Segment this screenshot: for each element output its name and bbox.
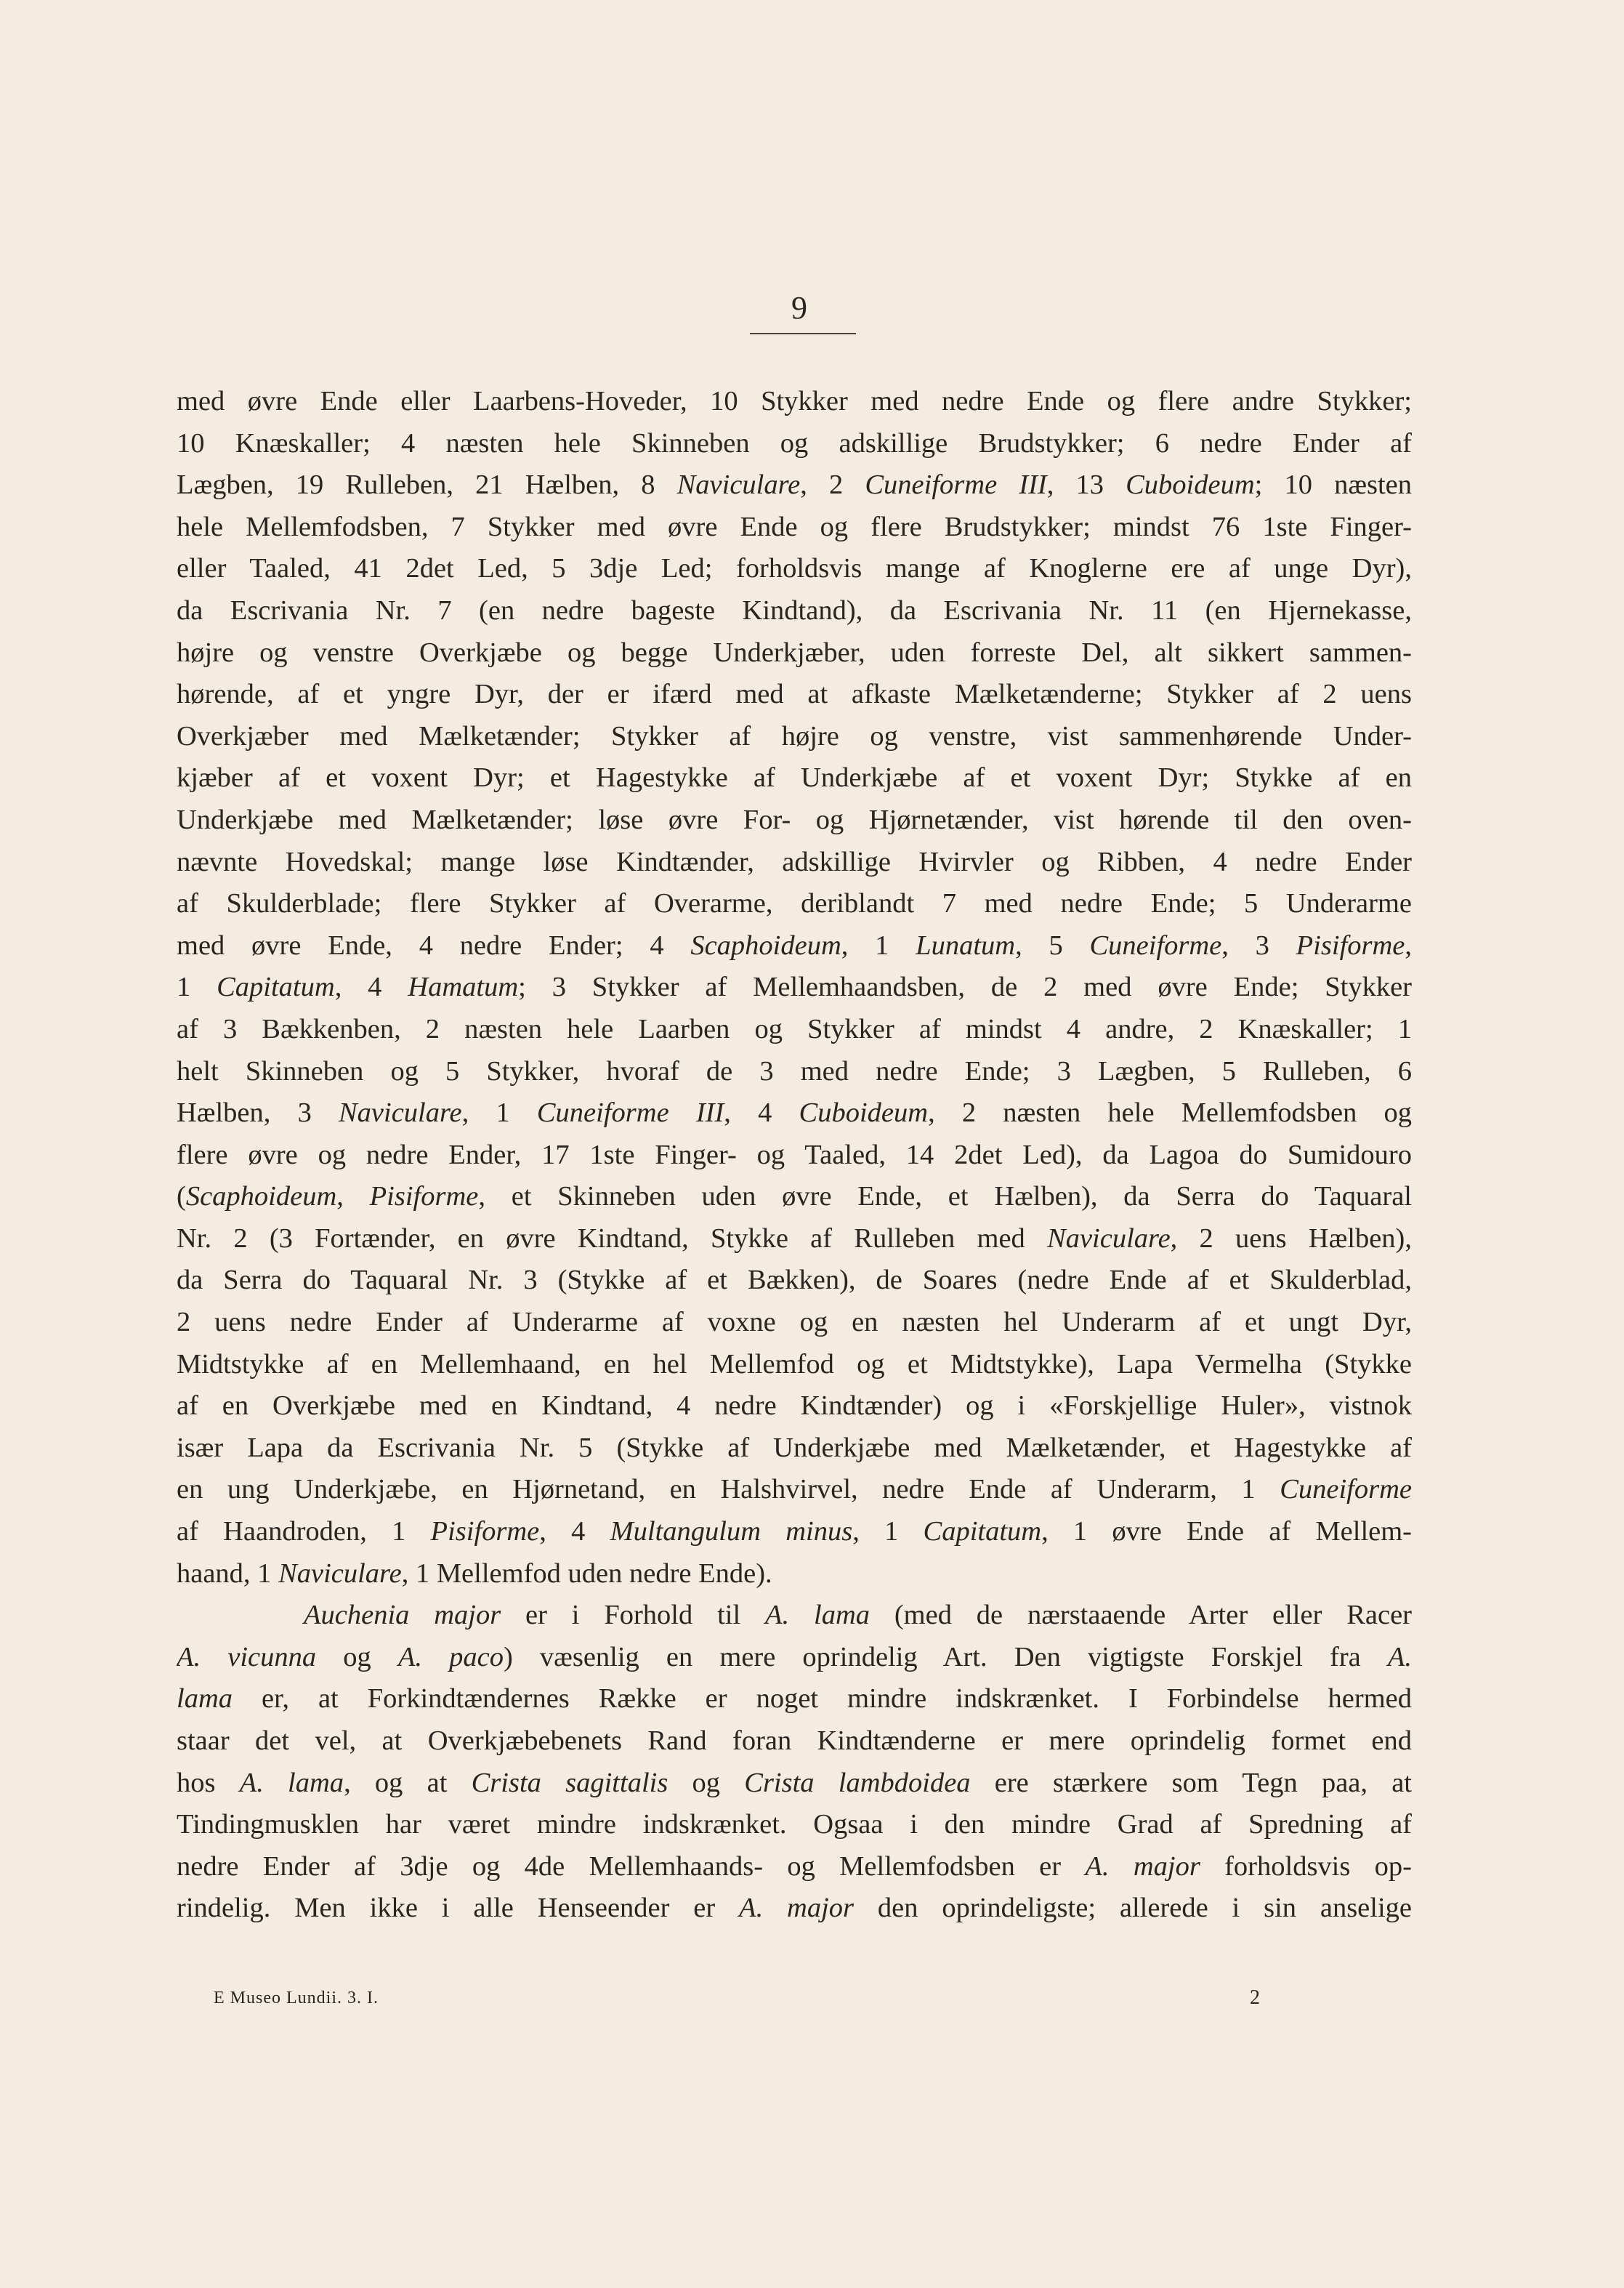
italic-term: A. [1387,1641,1412,1672]
text-segment: hos [177,1767,240,1798]
text-line [177,381,1412,423]
italic-term: A. paco [397,1641,504,1672]
text-line [177,883,1412,925]
text-segment: , 2 næsten hele Mellemfodsben og [928,1097,1412,1129]
text-segment: (med de nærstaaende Arter eller Racer [870,1600,1412,1631]
text-line [177,1092,1412,1135]
text-line [177,1553,1412,1595]
printer-signature: E Museo Lundii. 3. I. [214,1989,379,2007]
text-segment: nævnte Hovedskal; mange løse Kindtænder, adskillige Hvirvler og Ribben, 4 nedre Ender [177,846,1412,877]
text-line [177,1804,1412,1846]
text-line [177,716,1412,758]
text-segment: 10 Knæskaller; 4 næsten hele Skinneben og adskillige Brudstykker; 6 nedre Ender af [177,427,1412,459]
italic-term: Cuboideum [799,1097,929,1129]
text-segment: , 4 [724,1097,799,1129]
text-line [177,925,1412,967]
text-segment: og [316,1641,398,1672]
text-segment: , 4 [334,972,408,1003]
italic-term: Lunatum [916,930,1016,961]
sheet-number: 2 [1250,1986,1260,2009]
text-segment: den oprindeligste; allerede i sin anselige [854,1893,1412,1924]
text-segment: højre og venstre Overkjæbe og begge Underkjæber, uden forreste Del, alt sikkert sammen- [177,637,1412,668]
text-segment: , [1405,930,1412,961]
italic-term: A. lama [239,1767,344,1798]
text-line [177,464,1412,507]
italic-term: lama [177,1683,233,1715]
text-segment: 1 [177,972,217,1003]
text-line [177,1427,1412,1470]
text-segment: 2 uens nedre Ender af Underarme af voxne og en næsten hel Underarm af et ungt Dyr, [177,1307,1412,1338]
text-line [177,1469,1412,1511]
text-segment: er, at Forkindtændernes Række er noget mindre indskrænket. I Forbindelse hermed [233,1683,1412,1715]
text-segment: ; 10 næsten [1254,470,1412,501]
text-segment: kjæber af et voxent Dyr; et Hagestykke af Underkjæbe af et voxent Dyr; Stykke af en [177,762,1412,794]
text-segment: rindelig. Men ikke i alle Henseender er [177,1893,740,1924]
text-line [177,757,1412,799]
text-line [177,507,1412,549]
text-line [177,1511,1412,1553]
text-line [177,799,1412,842]
text-segment: af Skulderblade; flere Stykker af Overarme, deriblandt 7 med nedre Ende; 5 Underarme [177,888,1412,919]
text-segment: hele Mellemfodsben, 7 Stykker med øvre Ende og flere Brudstykker; mindst 76 1ste Finger- [177,511,1412,542]
text-line [177,590,1412,632]
italic-term: Crista sagittalis [471,1767,668,1798]
text-line [177,548,1412,590]
text-line [177,1385,1412,1427]
italic-term: Pisiforme [1296,930,1405,961]
text-line [177,1595,1412,1637]
text-segment: af Haandroden, 1 [177,1516,431,1547]
italic-term: A. vicunna [177,1641,317,1672]
italic-term: Multangulum minus [610,1516,853,1547]
text-line [177,1720,1412,1763]
text-line [177,1260,1412,1302]
italic-term: Pisiforme [430,1516,540,1547]
text-segment: , [336,1181,370,1212]
text-line [177,1051,1412,1093]
text-segment: nedre Ender af 3dje og 4de Mellemhaands- og Mellemfodsben er [177,1850,1086,1882]
text-line [177,1218,1412,1260]
text-line [177,1344,1412,1386]
text-line [177,1302,1412,1344]
text-segment: forholdsvis op- [1200,1850,1412,1882]
italic-term: Cuboideum [1126,470,1255,501]
text-segment: af en Overkjæbe med en Kindtand, 4 nedre Kindtænder) og i «Forskjellige Huler», vistnok [177,1390,1412,1422]
text-line [177,1176,1412,1218]
text-segment: Lægben, 19 Rulleben, 21 Hælben, 8 [177,470,677,501]
text-segment: af 3 Bækkenben, 2 næsten hele Laarben og Stykker af mindst 4 andre, 2 Knæskaller; 1 [177,1013,1412,1044]
italic-term: Hamatum [408,972,519,1003]
italic-term: Crista lambdoidea [744,1767,971,1798]
text-segment: , og at [344,1767,472,1798]
text-line [177,1637,1412,1679]
text-segment: Overkjæber med Mælketænder; Stykker af højre og venstre, vist sammenhørende Under- [177,720,1412,752]
text-segment: staar det vel, at Overkjæbebenets Rand foran Kindtænderne er mere oprindelig formet end [177,1725,1412,1756]
text-line [177,842,1412,884]
text-segment: flere øvre og nedre Ender, 17 1ste Finger- og Taaled, 14 2det Led), da Lagoa do Sumidouro [177,1139,1412,1170]
italic-term: Naviculare [339,1097,462,1129]
text-segment: , 3 [1221,930,1296,961]
text-segment: Nr. 2 (3 Fortænder, en øvre Kindtand, Stykke af Rulleben med [177,1222,1048,1254]
text-segment: eller Taaled, 41 2det Led, 5 3dje Led; forholdsvis mange af Knoglerne ere af unge Dyr), [177,553,1412,584]
text-segment: en ung Underkjæbe, en Hjørnetand, en Halshvirvel, nedre Ende af Underarm, 1 [177,1474,1280,1505]
italic-term: Naviculare [1047,1222,1171,1254]
italic-term: Cuneiforme III [536,1097,724,1129]
text-segment: især Lapa da Escrivania Nr. 5 (Stykke af Underkjæbe med Mælketænder, et Hagestykke af [177,1432,1412,1463]
italic-term: Cuneiforme [1089,930,1222,961]
italic-term: A. lama [765,1600,870,1631]
text-line [177,967,1412,1009]
text-segment: Underkjæbe med Mælketænder; løse øvre For- og Hjørnetænder, vist hørende til den oven- [177,804,1412,835]
text-segment: ( [177,1181,186,1212]
text-segment: ) væsenlig en mere oprindelig Art. Den vigtigste Forskjel fra [503,1641,1388,1672]
text-line [177,1135,1412,1177]
text-segment: da Escrivania Nr. 7 (en nedre bageste Kindtand), da Escrivania Nr. 11 (en Hjernekasse, [177,595,1412,626]
page-number: 9 [791,290,807,326]
italic-term: Naviculare [676,470,801,501]
text-segment: Hælben, 3 [177,1097,339,1129]
text-segment: helt Skinneben og 5 Stykker, hvoraf de 3 med nedre Ende; 3 Lægben, 5 Rulleben, 6 [177,1055,1412,1087]
text-segment: da Serra do Taquaral Nr. 3 (Stykke af et Bækken), de Soares (nedre Ende af et Skulderblad, [177,1265,1412,1296]
italic-term: Cuneiforme [1280,1474,1412,1505]
text-segment: , et Skinneben uden øvre Ende, et Hælben), da Serra do Taquaral [478,1181,1412,1212]
italic-term: Auchenia major [304,1600,501,1631]
text-segment: , 1 øvre Ende af Mellem- [1041,1516,1412,1547]
text-segment: , 1 [841,930,916,961]
text-segment: med øvre Ende eller Laarbens-Hoveder, 10 Stykker med nedre Ende og flere andre Stykker; [177,386,1412,416]
text-segment: haand, 1 [177,1558,279,1589]
text-segment: , 2 uens Hælben), [1170,1222,1412,1254]
text-segment: og [668,1767,745,1798]
text-line [177,1888,1412,1930]
text-segment: med øvre Ende, 4 nedre Ender; 4 [177,930,691,961]
text-segment: Tindingmusklen har været mindre indskrænket. Ogsaa i den mindre Grad af Spredning af [177,1809,1412,1840]
italic-term: Capitatum [923,1516,1042,1547]
text-line [177,1678,1412,1720]
italic-term: Naviculare [278,1558,402,1589]
page-number-rule [750,333,856,334]
text-segment: ere stærkere som Tegn paa, at [970,1767,1412,1798]
text-line [177,423,1412,465]
text-line [177,1009,1412,1051]
italic-term: A. major [1085,1850,1200,1882]
text-segment: , 4 [539,1516,610,1547]
italic-term: Capitatum [217,972,335,1003]
italic-term: A. major [739,1893,855,1924]
italic-term: Scaphoideum [185,1181,337,1212]
italic-term: Scaphoideum [690,930,841,961]
body-text [177,381,1412,1930]
text-segment: , 1 Mellemfod uden nedre Ende). [401,1558,772,1589]
text-segment: er i Forhold til [501,1600,766,1631]
text-segment: , 2 [800,470,865,501]
italic-term: Cuneiforme III [865,470,1047,501]
text-segment: , 5 [1015,930,1090,961]
italic-term: Pisiforme [369,1181,479,1212]
text-segment: Midtstykke af en Mellemhaand, en hel Mellemfod og et Midtstykke), Lapa Vermelha (Stykke [177,1348,1412,1379]
text-line [177,632,1412,674]
text-segment: ; 3 Stykker af Mellemhaandsben, de 2 med øvre Ende; Stykker [518,972,1412,1003]
text-segment: , 1 [852,1516,924,1547]
text-segment: , 13 [1046,470,1126,501]
text-line [177,1846,1412,1888]
text-segment: , 1 [461,1097,537,1129]
text-line [177,674,1412,716]
text-segment: hørende, af et yngre Dyr, der er ifærd med at afkaste Mælketænderne; Stykker af 2 uens [177,679,1412,710]
text-line [177,1763,1412,1805]
